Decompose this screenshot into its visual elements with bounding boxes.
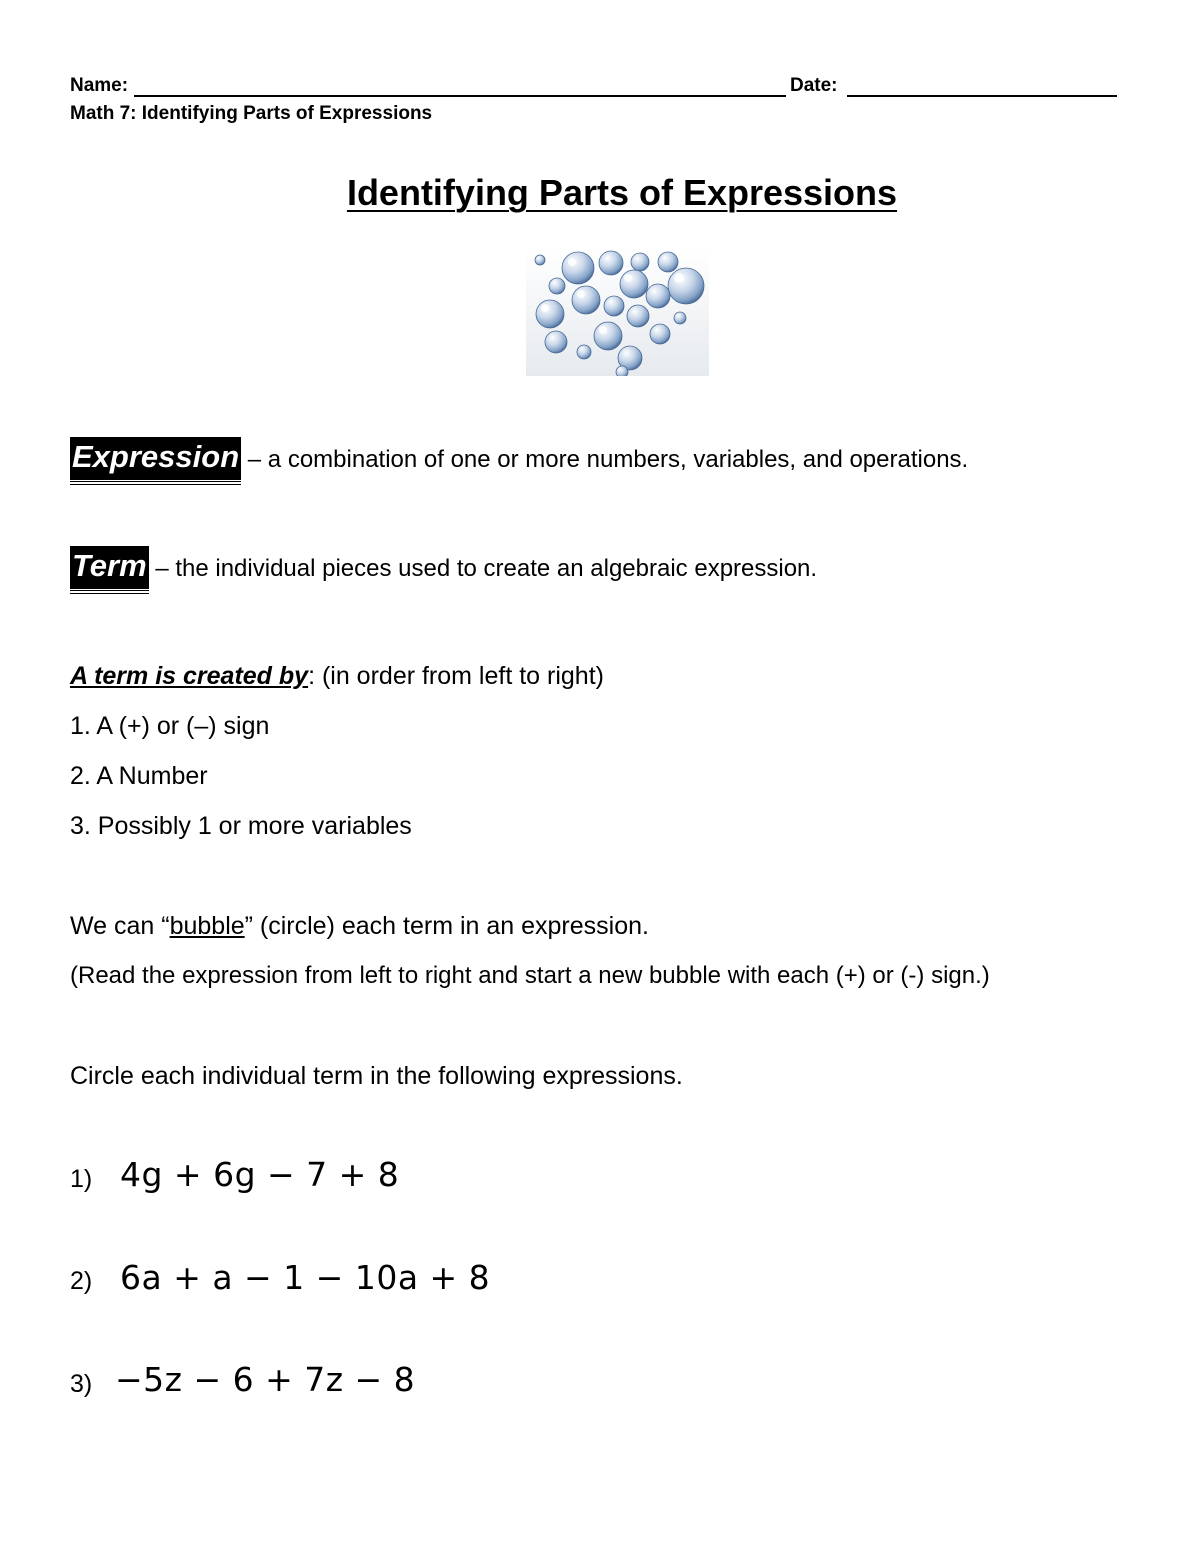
date-label: Date:	[790, 75, 838, 96]
definition-expression-text: – a combination of one or more numbers, variables, and operations.	[241, 446, 969, 473]
list-item: 1. A (+) or (–) sign	[70, 712, 270, 740]
term-created-label: A term is created by	[70, 662, 309, 690]
term-expression-wrap	[70, 437, 241, 485]
problem-number: 1)	[70, 1165, 93, 1193]
problem-number: 3)	[70, 1370, 93, 1398]
definition-term	[70, 546, 817, 594]
page-title: Identifying Parts of Expressions	[346, 172, 898, 213]
bubble-note-line2: (Read the expression from left to right and start a new bubble with each (+) or (-) sign.)	[70, 962, 990, 989]
term-term: Term	[70, 546, 149, 589]
term-created-suffix: : (in order from left to right)	[308, 662, 604, 690]
problem-expression[interactable]: 4g + 6g − 7 + 8	[120, 1155, 400, 1194]
course-subtitle: Math 7: Identifying Parts of Expressions	[70, 103, 433, 124]
term-expression: Expression	[70, 437, 241, 480]
list-item: 2. A Number	[70, 762, 208, 790]
bubble-note-pre: We can “	[70, 912, 170, 940]
bubbles-image	[526, 248, 709, 376]
instruction: Circle each individual term in the following expressions.	[70, 1062, 683, 1090]
term-term-wrap	[70, 546, 149, 594]
list-item: 3. Possibly 1 or more variables	[70, 812, 412, 840]
bubble-note-line1	[70, 912, 649, 941]
problem-number: 2)	[70, 1267, 93, 1295]
definition-term-text: – the individual pieces used to create an algebraic expression.	[148, 555, 818, 582]
name-label: Name:	[70, 75, 129, 96]
name-line[interactable]	[134, 95, 786, 97]
definition-expression	[70, 437, 968, 485]
problem-expression[interactable]: −5z − 6 + 7z − 8	[115, 1360, 416, 1399]
term-created-heading	[70, 662, 604, 691]
date-line[interactable]	[847, 95, 1117, 97]
bubble-word: bubble	[169, 912, 245, 940]
problem-expression[interactable]: 6a + a − 1 − 10a + 8	[120, 1258, 491, 1297]
bubble-note-post: ” (circle) each term in an expression.	[244, 912, 649, 940]
